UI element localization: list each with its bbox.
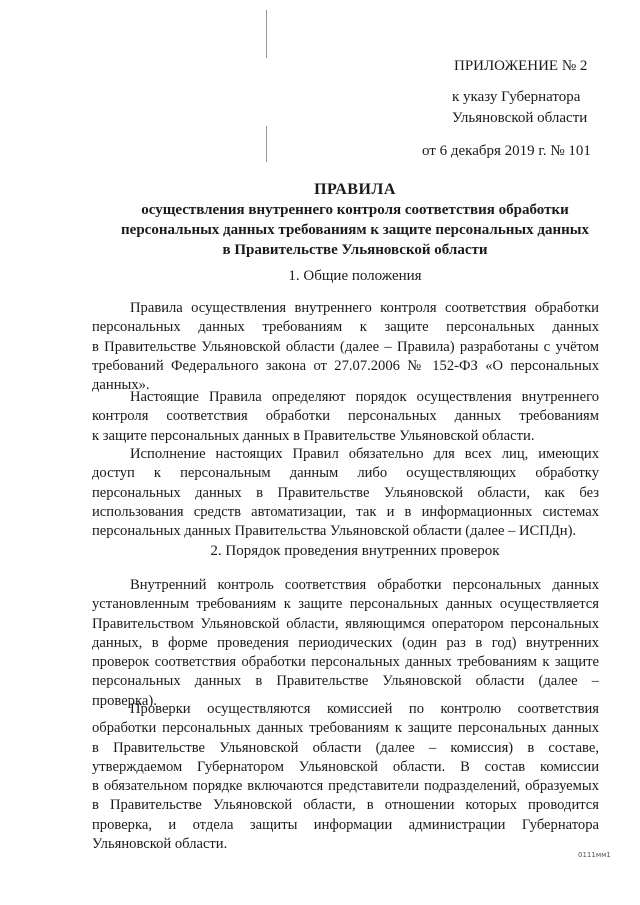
paragraph — [92, 299, 599, 395]
appendix-date: от 6 декабря 2019 г. № 101 — [422, 143, 591, 159]
paragraph — [92, 576, 599, 711]
text-line: утверждаемом Губернатором Ульяновской области. В состав комиссии — [92, 758, 599, 775]
text-line: Настоящие Правила определяют порядок осуществления внутреннего — [130, 389, 599, 405]
text-line: в Правительстве Ульяновской области, в отношении которых проводится — [92, 797, 599, 814]
text-line: проверок соответствия обработки персональных данных требованиям к защите — [92, 654, 599, 671]
text-line: в Правительстве Ульяновской области (далее – Правила) разработаны с учётом — [92, 338, 599, 355]
text-line: в обязательном порядке включаются представители подразделений, образуемых — [92, 778, 599, 795]
document-title — [60, 180, 640, 260]
title-line-3: в Правительстве Ульяновской области — [222, 242, 488, 258]
text-line: Ульяновской области. — [92, 836, 228, 853]
section-1-heading: 1. Общие положения — [288, 268, 422, 284]
text-line: персональных данных в Правительстве Ульяновской области (далее – — [92, 673, 599, 690]
text-line: персональных данных в Правительстве Ульяновской области, как без — [92, 484, 599, 501]
text-line: проверка). — [92, 692, 157, 709]
text-line: Проверки осуществляются комиссией по контролю соответствия — [130, 701, 599, 717]
text-line: Исполнение настоящих Правил обязательно для всех лиц, имеющих — [130, 446, 599, 462]
text-line: обработки персональных данных требованиям к защите персональных данных — [92, 720, 599, 737]
text-line: к защите персональных данных в Правительстве Ульяновской области. — [92, 427, 535, 444]
paragraph — [92, 445, 599, 541]
text-line: Внутренний контроль соответствия обработки персональных данных — [130, 577, 599, 593]
margin-line — [266, 126, 267, 162]
paragraph — [92, 388, 599, 446]
text-line: контроля соответствия обработки персональных данных требованиям — [92, 408, 599, 425]
appendix-decree-line: к указу Губернатора — [452, 89, 581, 105]
appendix-number: ПРИЛОЖЕНИЕ № 2 — [454, 58, 588, 74]
text-line: требований Федерального закона от 27.07.2006 № 152-ФЗ «О персональных — [92, 357, 599, 374]
text-line: в Правительстве Ульяновской области (далее – комиссия) в составе, — [92, 739, 599, 756]
title-line-1: осуществления внутреннего контроля соответствия обработки — [141, 202, 569, 218]
text-line: Правительством Ульяновской области, являющимся оператором персональных — [92, 615, 599, 632]
text-line: использования средств автоматизации, так и в информационных системах — [92, 503, 599, 520]
appendix-header — [400, 56, 620, 162]
text-line: установленным требованиям к защите персональных данных осуществляется — [92, 596, 599, 613]
text-line: персональных данных требованиям к защите персональных данных — [92, 319, 599, 336]
title-main: ПРАВИЛА — [314, 181, 396, 198]
appendix-region-line: Ульяновской области — [452, 110, 588, 126]
footer-code: 0111мм1 — [578, 851, 611, 859]
title-line-2: персональных данных требованиям к защите персональных данных — [121, 222, 589, 238]
margin-line — [266, 10, 267, 58]
text-line: персональных данных Правительства Ульяновской области (далее – ИСПДн). — [92, 523, 577, 540]
text-line: данных». — [92, 377, 150, 394]
section-2-heading: 2. Порядок проведения внутренних проверок — [210, 543, 500, 559]
text-line: данных, в форме проведения периодических (один раз в год) внутренних — [92, 634, 599, 651]
text-line: доступ к персональным данным либо осуществляющих обработку — [92, 465, 599, 482]
text-line: проверка, и отдела защиты информации администрации Губернатора — [92, 816, 599, 833]
paragraph — [92, 700, 599, 854]
text-line: Правила осуществления внутреннего контроля соответствия обработки — [130, 300, 599, 316]
